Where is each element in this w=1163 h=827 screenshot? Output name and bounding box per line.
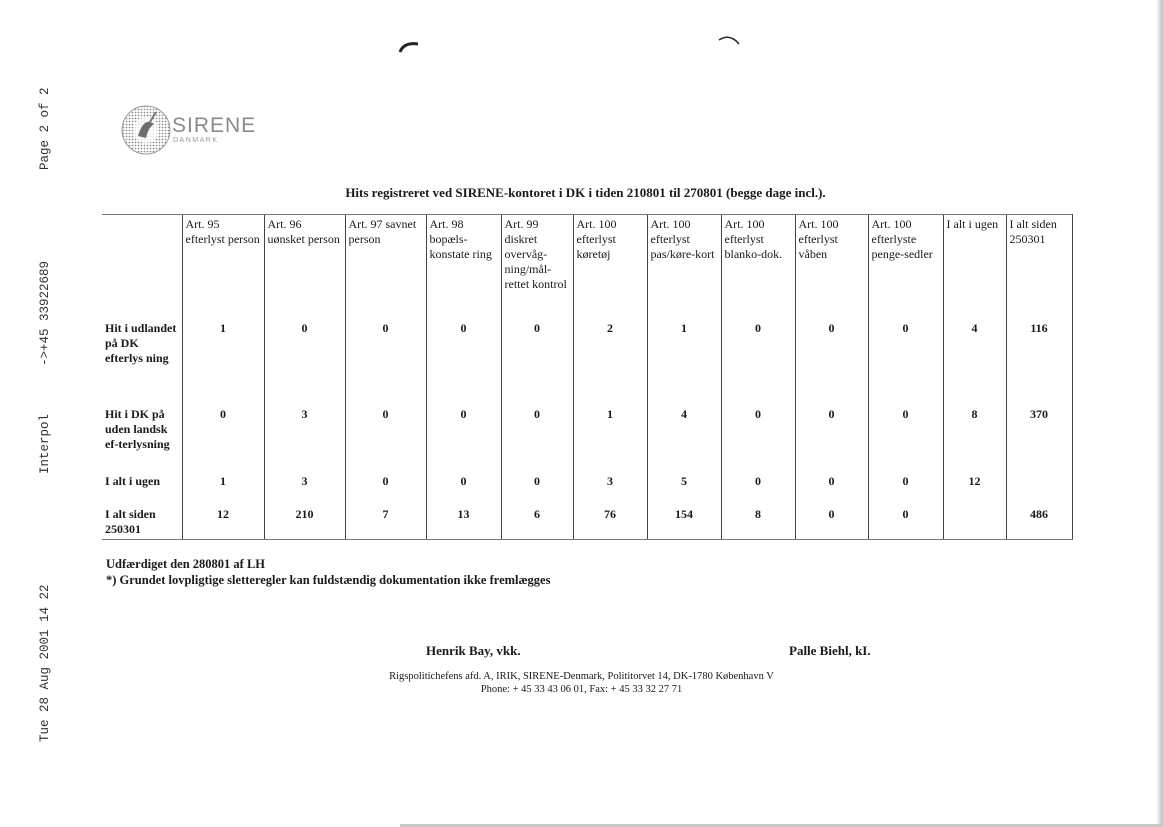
column-header-art100-blank-docs: Art. 100 efterlyst blanko-dok. xyxy=(721,215,795,320)
prepared-by-line: Udfærdiget den 280801 af LH xyxy=(106,557,266,571)
signature-henrik-bay: Henrik Bay, vkk. xyxy=(426,643,521,658)
table-cell: 1 xyxy=(573,405,647,472)
column-header-art96: Art. 96 uønsket person xyxy=(264,215,345,320)
footer-phone-fax: Phone: + 45 33 43 06 01, Fax: + 45 33 32 27 71 xyxy=(480,684,683,695)
scan-edge-right xyxy=(1156,0,1163,827)
column-header-week-total: I alt i ugen xyxy=(943,215,1006,320)
logo-wordmark: SIRENE xyxy=(172,114,257,137)
table-cell: 0 xyxy=(345,472,426,505)
table-cell: 0 xyxy=(795,319,868,405)
table-cell xyxy=(1006,472,1072,505)
table-cell: 0 xyxy=(501,472,573,505)
fax-sender: Interpol xyxy=(38,413,52,474)
column-header-art95: Art. 95 efterlyst person xyxy=(182,215,264,320)
fax-transmission-header xyxy=(38,62,54,742)
footer-address: Rigspolitichefens afd. A, IRIK, SIRENE-Denmark, Polititorvet 14, DK-1780 København V xyxy=(389,671,774,682)
table-cell: 4 xyxy=(943,319,1006,405)
fax-page-count: Page 2 of 2 xyxy=(38,87,52,170)
notes-block xyxy=(106,556,550,588)
table-cell: 3 xyxy=(264,405,345,472)
table-cell: 13 xyxy=(426,505,501,540)
column-header-art97: Art. 97 savnet person xyxy=(345,215,426,320)
column-header-total-since: I alt siden 250301 xyxy=(1006,215,1072,320)
table-cell: 0 xyxy=(345,319,426,405)
table-cell: 0 xyxy=(426,405,501,472)
column-header-art100-passport: Art. 100 efterlyst pas/køre-kort xyxy=(647,215,721,320)
table-cell: 0 xyxy=(795,505,868,540)
table-cell: 6 xyxy=(501,505,573,540)
table-cell: 3 xyxy=(264,472,345,505)
table-cell: 12 xyxy=(182,505,264,540)
table-cell: 0 xyxy=(795,405,868,472)
punch-hole-mark-left xyxy=(398,40,420,54)
column-header-art99: Art. 99 diskret overvåg-ning/mål-rettet kontrol xyxy=(501,215,573,320)
table-cell: 76 xyxy=(573,505,647,540)
signature-palle-biehl: Palle Biehl, kI. xyxy=(789,643,871,658)
table-cell xyxy=(943,505,1006,540)
table-row xyxy=(102,405,1072,472)
table-cell: 0 xyxy=(868,319,943,405)
column-header-art100-banknotes: Art. 100 efterlyste penge-sedler xyxy=(868,215,943,320)
row-label: Hit i DK på uden landsk ef-terlysning xyxy=(105,407,170,451)
table-cell: 8 xyxy=(943,405,1006,472)
table-cell: 0 xyxy=(721,405,795,472)
table-cell: 486 xyxy=(1006,505,1072,540)
table-cell: 12 xyxy=(943,472,1006,505)
table-cell: 370 xyxy=(1006,405,1072,472)
table-cell: 1 xyxy=(182,472,264,505)
column-header-art100-vehicle: Art. 100 efterlyst køretøj xyxy=(573,215,647,320)
fax-date: Tue 28 Aug 2001 14 22 xyxy=(38,584,52,742)
table-cell: 3 xyxy=(573,472,647,505)
table-cell: 0 xyxy=(264,319,345,405)
table-cell: 8 xyxy=(721,505,795,540)
table-cell: 1 xyxy=(647,319,721,405)
punch-hole-mark-right xyxy=(718,34,740,48)
row-label: I alt siden 250301 xyxy=(102,505,182,540)
table-cell: 0 xyxy=(721,472,795,505)
table-cell: 0 xyxy=(182,405,264,472)
row-label: I alt i ugen xyxy=(105,474,161,488)
table-cell: 0 xyxy=(721,319,795,405)
table-cell: 0 xyxy=(868,472,943,505)
fax-number: ->+45 33922689 xyxy=(38,260,52,366)
table-cell: 1 xyxy=(182,319,264,405)
table-cell: 0 xyxy=(868,505,943,540)
table-cell: 0 xyxy=(501,405,573,472)
logo-subtitle: DANMARK xyxy=(173,137,219,144)
column-header-art100-weapons: Art. 100 efterlyst våben xyxy=(795,215,868,320)
hits-table xyxy=(102,214,1073,540)
table-cell: 7 xyxy=(345,505,426,540)
table-cell: 0 xyxy=(501,319,573,405)
table-cell: 154 xyxy=(647,505,721,540)
table-row xyxy=(102,472,1072,505)
table-row xyxy=(102,319,1072,405)
footnote-line: *) Grundet lovpligtige sletteregler kan fuldstændig dokumentation ikke fremlægges xyxy=(106,573,551,587)
table-cell: 2 xyxy=(573,319,647,405)
table-cell: 5 xyxy=(647,472,721,505)
letterhead-footer xyxy=(0,670,1163,696)
table-header-row xyxy=(102,215,1072,320)
column-header-art98: Art. 98 bopæls-konstate ring xyxy=(426,215,501,320)
page-title: Hits registreret ved SIRENE-kontoret i DK i tiden 210801 til 270801 (begge dage incl.). xyxy=(345,185,826,200)
table-cell: 116 xyxy=(1006,319,1072,405)
sirene-emblem-icon xyxy=(116,102,176,162)
table-cell: 210 xyxy=(264,505,345,540)
row-label: Hit i udlandet på DK efterlys ning xyxy=(105,321,177,365)
table-cell: 0 xyxy=(345,405,426,472)
table-row xyxy=(102,505,1072,540)
table-cell: 0 xyxy=(426,472,501,505)
table-cell: 0 xyxy=(868,405,943,472)
table-cell: 0 xyxy=(795,472,868,505)
column-header-blank xyxy=(102,215,182,320)
table-cell: 0 xyxy=(426,319,501,405)
table-cell: 4 xyxy=(647,405,721,472)
